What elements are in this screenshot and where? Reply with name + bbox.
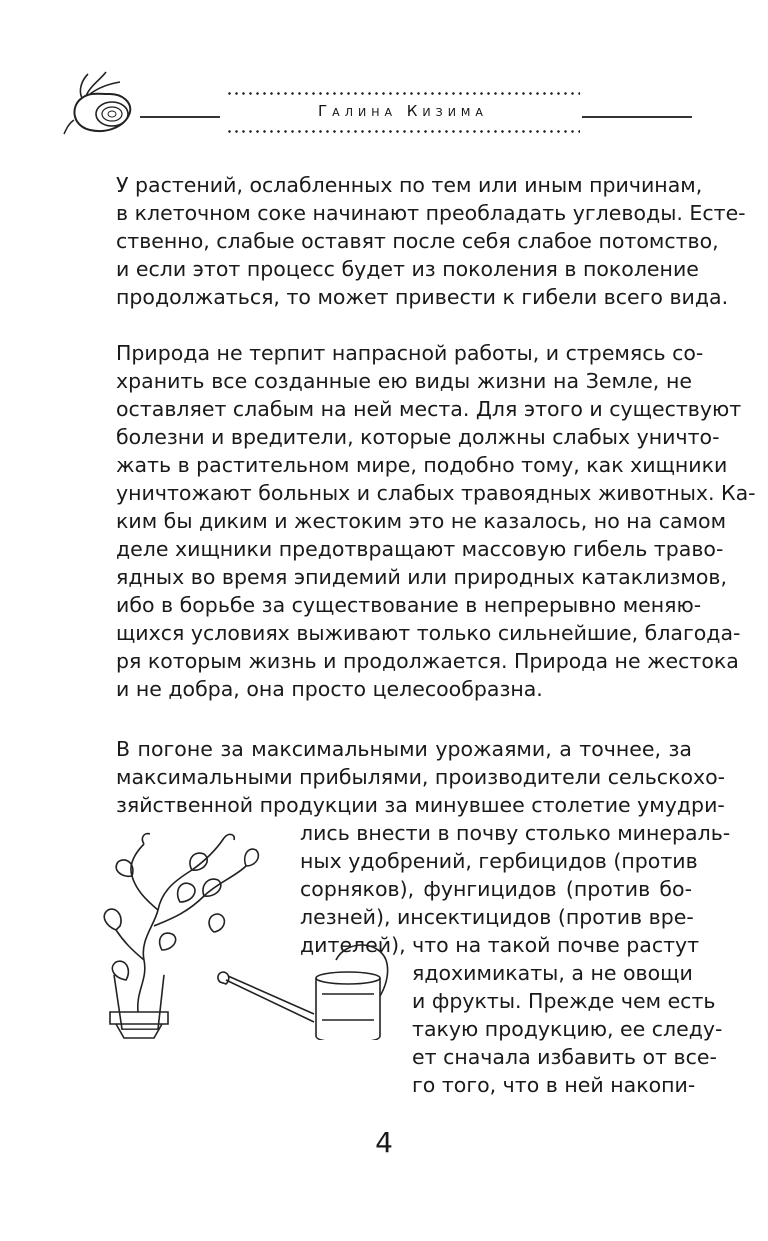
text-line: и если этот процесс будет из поколения в поколение	[116, 257, 699, 281]
header-rule-right	[582, 116, 692, 118]
text-line: максимальными прибылями, производители сельскохо-	[116, 765, 726, 789]
text-line: продолжаться, то может привести к гибели всего вида.	[116, 285, 729, 309]
text-line: ибо в борьбе за существование в непрерывно меняю-	[116, 593, 702, 617]
paragraph-3-wrap-narrow	[412, 959, 723, 1099]
text-line: дителей), что на такой почве растут	[300, 933, 700, 957]
page-number: 4	[375, 1126, 393, 1159]
text-line: ных удобрений, гербицидов (против	[300, 849, 698, 873]
plant-and-watering-can-illustration	[96, 830, 396, 1040]
text-line: У растений, ослабленных по тем или иным причинам,	[116, 173, 703, 197]
text-line: В погоне за максимальными урожаями, а точнее, за	[116, 737, 692, 761]
paragraph-1	[116, 171, 746, 311]
header-dots-top	[226, 92, 580, 95]
author-name: Галина Кизима	[318, 102, 488, 120]
paragraph-2	[116, 339, 756, 703]
text-line: ядохимикаты, а не овощи	[412, 961, 693, 985]
text-line: Природа не терпит напрасной работы, и стремясь со-	[116, 341, 704, 365]
text-line: и не добра, она просто целесообразна.	[116, 677, 543, 701]
text-line: ственно, слабые оставят после себя слабое потомство,	[116, 229, 719, 253]
text-line: такую продукцию, ее следу-	[412, 1017, 723, 1041]
header-dots-bottom	[226, 130, 580, 133]
watering-can-icon	[218, 945, 388, 1040]
text-line: сорняков), фунгицидов (против бо-	[300, 877, 692, 901]
paragraph-3	[116, 735, 726, 819]
text-line: ет сначала избавить от все-	[412, 1045, 717, 1069]
text-line: зяйственной продукции за минувшее столетие умудри-	[116, 793, 725, 817]
beet-icon	[60, 68, 148, 136]
text-line: деле хищники предотвращают массовую гибель траво-	[116, 537, 724, 561]
text-line: жать в растительном мире, подобно тому, как хищники	[116, 453, 728, 477]
text-line: болезни и вредители, которые должны слабых уничто-	[116, 425, 720, 449]
text-line: хранить все созданные ею виды жизни на Земле, не	[116, 369, 692, 393]
text-line: уничтожают больных и слабых травоядных животных. Ка-	[116, 481, 756, 505]
header-rule-left	[140, 116, 220, 118]
text-line: лись внести в почву столько минераль-	[300, 821, 731, 845]
text-line: ядных во время эпидемий или природных катаклизмов,	[116, 565, 728, 589]
text-line: ря которым жизнь и продолжается. Природа не жестока	[116, 649, 739, 673]
text-line: щихся условиях выживают только сильнейшие, благода-	[116, 621, 741, 645]
text-line: в клеточном соке начинают преобладать углеводы. Есте-	[116, 201, 746, 225]
text-line: оставляет слабым на ней места. Для этого и существуют	[116, 397, 742, 421]
text-line: и фрукты. Прежде чем есть	[412, 989, 716, 1013]
text-line: лезней), инсектицидов (против вре-	[300, 905, 694, 929]
potted-plant-icon	[104, 834, 258, 1038]
text-line: ким бы диким и жестоким это не казалось, но на самом	[116, 509, 727, 533]
text-line: го того, что в ней накопи-	[412, 1073, 696, 1097]
